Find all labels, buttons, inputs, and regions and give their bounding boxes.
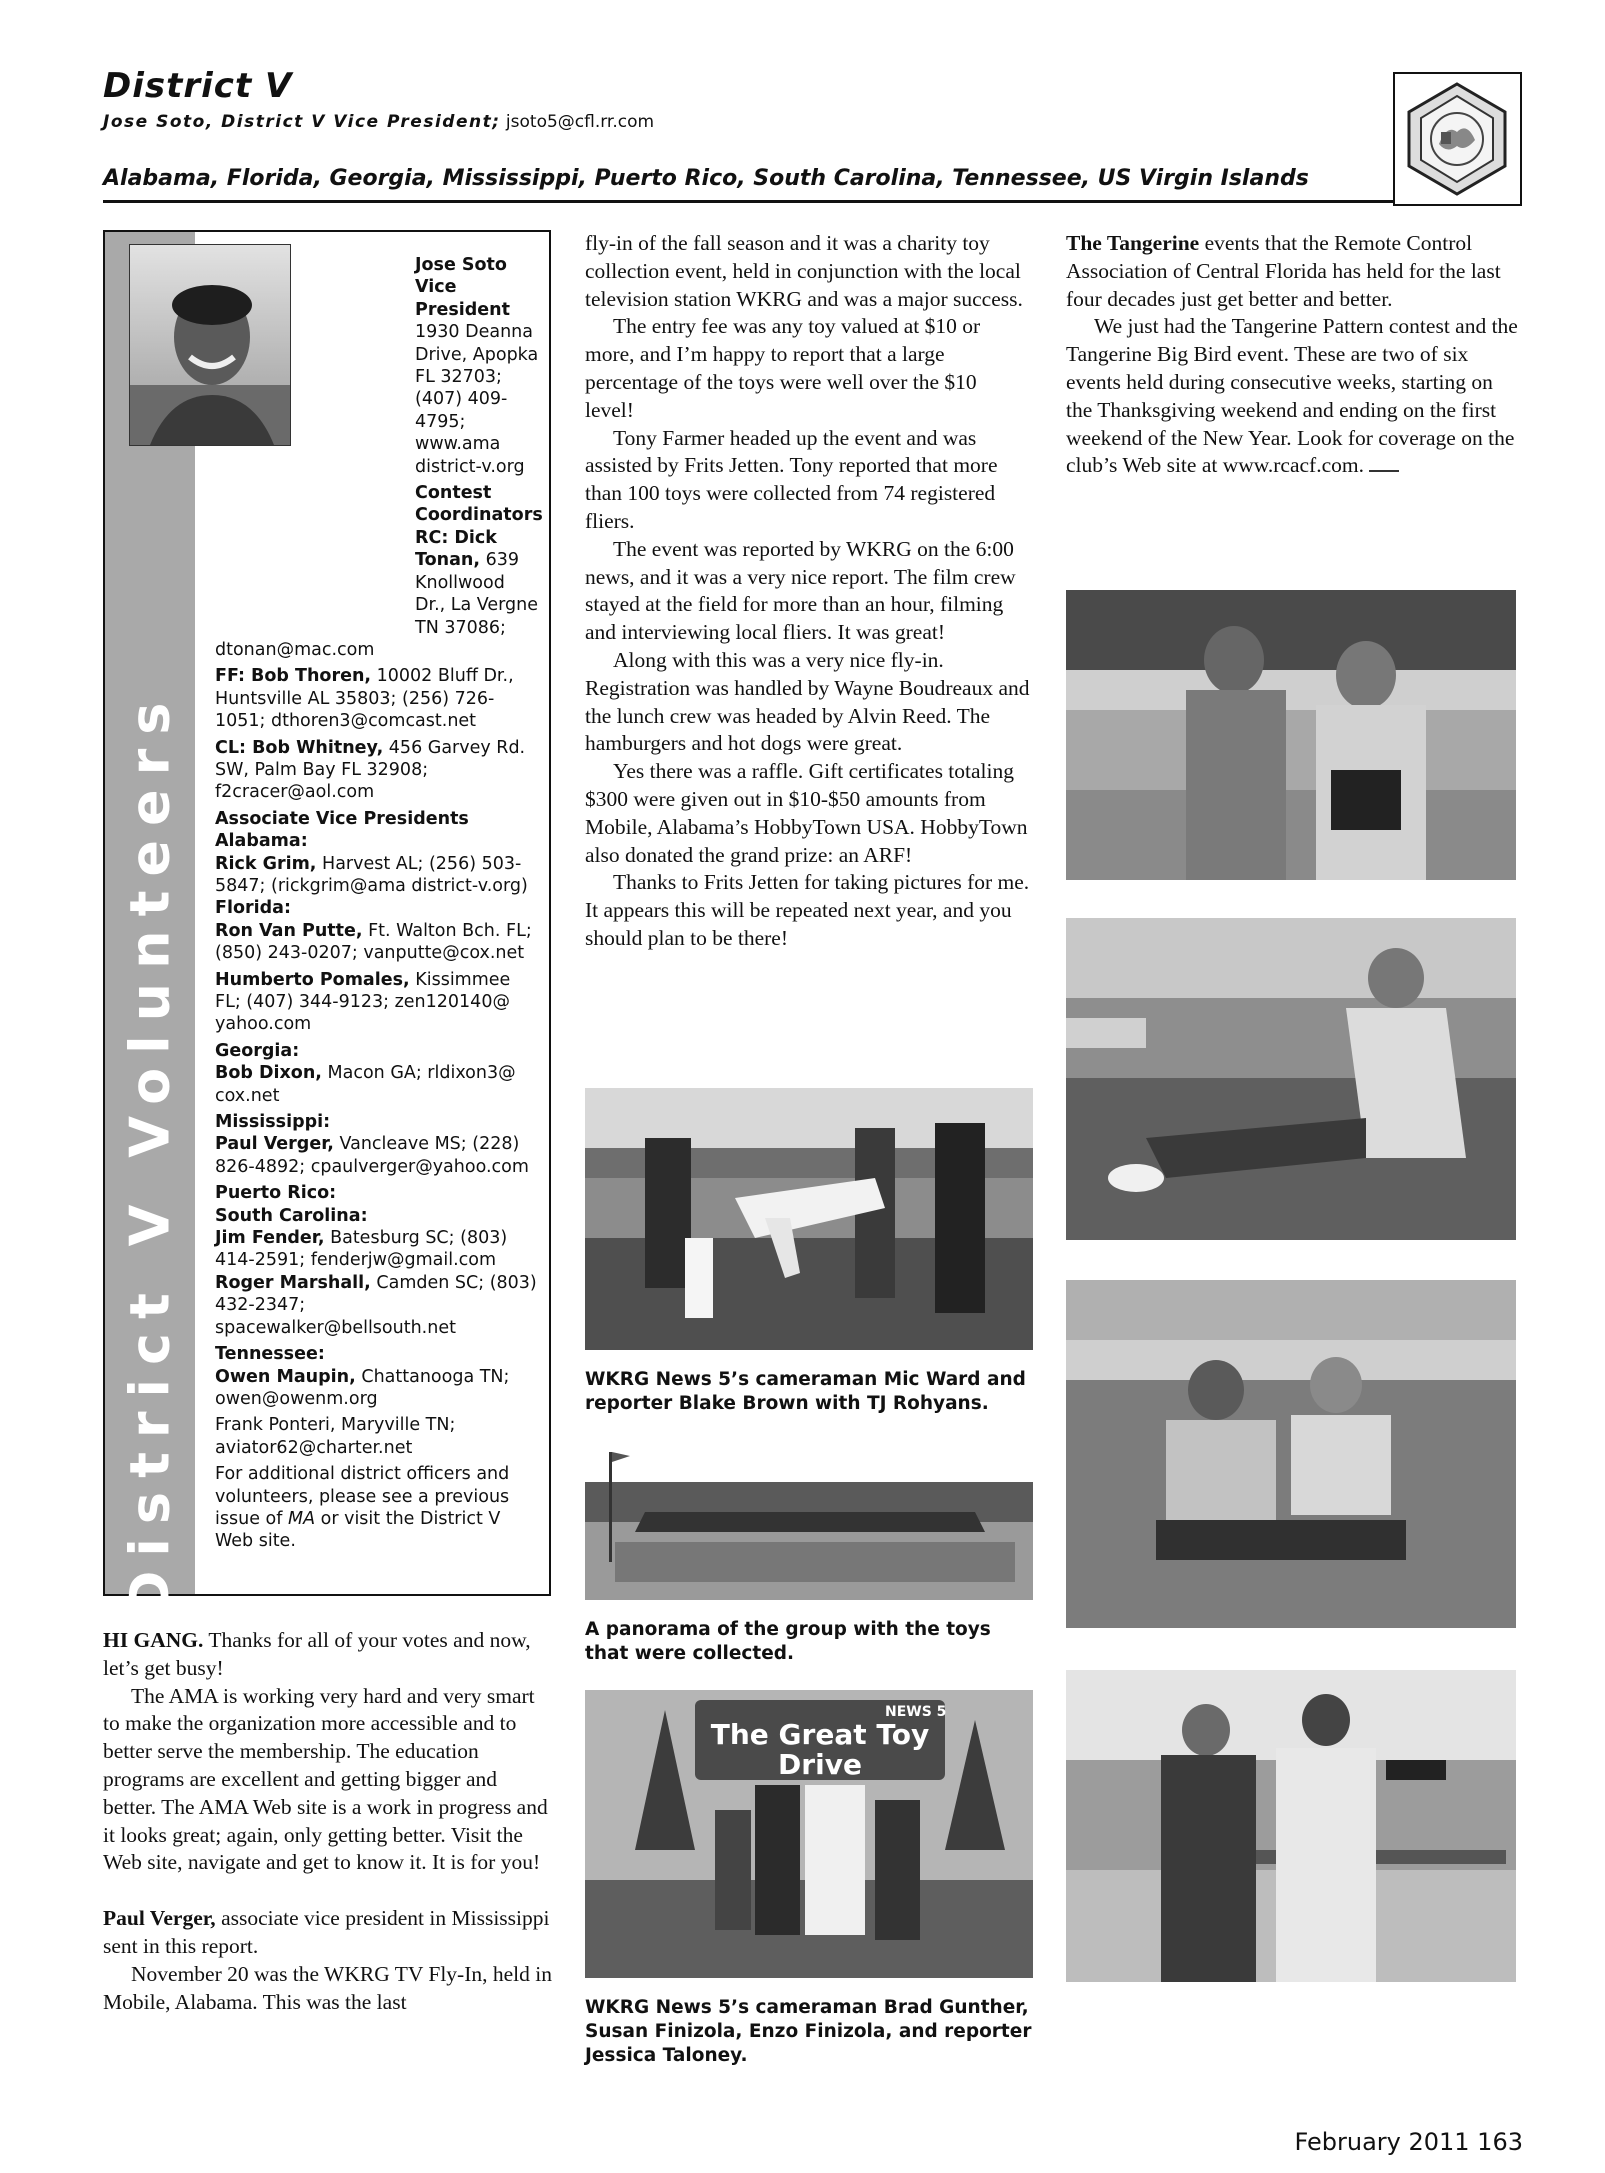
ms1-name: Paul Verger, (215, 1134, 334, 1155)
photo-toy-drive (585, 1690, 1033, 1978)
sc2-info: Camden SC; (803) 432-2347; spacewalker@bellsouth.net (215, 1272, 537, 1338)
rc-info-a: 639 Knollwood Dr., La Vergne TN 37086; (415, 550, 539, 638)
fl1-name: Ron Van Putte, (215, 920, 363, 941)
state-georgia: Georgia: (215, 1040, 300, 1061)
photo-field-interview (585, 1088, 1033, 1350)
col1-p3-body: associate vice president in Mississippi sent in this report. (103, 1906, 550, 1958)
rc-email: dtonan@mac.com (215, 639, 375, 660)
photo-two-seated-men (1066, 1280, 1516, 1628)
vp-label: Jose Soto, District V Vice President; (103, 112, 501, 132)
fl2-name: Humberto Pomales, (215, 969, 410, 990)
caption-panorama: A panorama of the group with the toys that were collected. (585, 1619, 991, 1664)
col3-p1 (1066, 230, 1521, 313)
al1-name: Rick Grim, (215, 853, 317, 874)
col3-p2 (1066, 313, 1521, 480)
fl2-contact (215, 969, 540, 1036)
col2-p7: Thanks to Frits Jetten for taking pictures for me. It appears this will be repeated next year, and you should plan to be there! (585, 870, 1030, 950)
sidebar-note (215, 1463, 540, 1553)
photo-seated-men-field (1066, 1280, 1516, 1628)
tn1-contact (215, 1366, 540, 1411)
state-alabama: Alabama: (215, 831, 308, 852)
note-ma: MA (287, 1508, 316, 1529)
state-south-carolina: South Carolina: (215, 1205, 368, 1226)
column-2-text (585, 230, 1030, 953)
state-puerto-rico: Puerto Rico: (215, 1183, 337, 1204)
sc1-contact (215, 1227, 540, 1272)
col2-p6: Yes there was a raffle. Gift certificates totaling $300 were given out in $10-$50 amounts from Mobile, Alabama’s HobbyTown USA. HobbyTown also donated the grand prize: an ARF! (585, 759, 1028, 867)
sidebar-band-label: District V Volunteers (118, 688, 182, 1616)
ga-contact (215, 1062, 540, 1107)
col3-p1-lead: The Tangerine (1066, 231, 1200, 255)
section-title: District V (103, 66, 293, 106)
photo-two-standing-men (1066, 1670, 1516, 1982)
state-tennessee: Tennessee: (215, 1344, 325, 1365)
ms-contact (215, 1133, 540, 1178)
col1-p1-lead: HI GANG. (103, 1628, 204, 1652)
vp-name: Jose Soto (415, 255, 507, 275)
col2-p2: The entry fee was any toy valued at $10 or more, and I’m happy to report that a large percentage of the toys were well over the $10 level! (585, 314, 981, 422)
header-rule (103, 200, 1393, 203)
column-3-text (1066, 230, 1521, 480)
col1-p4: November 20 was the WKRG TV Fly-In, held in Mobile, Alabama. This was the last (103, 1961, 552, 2014)
col1-p1-body: Thanks for all of your votes and now, let’s get busy! (103, 1628, 531, 1680)
fl1-info: Ft. Walton Bch. FL; (850) 243-0207; vanputte@cox.net (215, 920, 532, 964)
photo-camera-crew (585, 1088, 1033, 1350)
state-mississippi: Mississippi: (215, 1112, 331, 1133)
col2-p4: The event was reported by WKRG on the 6:00 news, and it was a very nice report. The film crew stayed at the field for more than an hour, filming and interviewing local fliers. It was great! (585, 536, 1016, 645)
sc2-contact (215, 1272, 540, 1339)
ama-logo-icon (1369, 460, 1399, 472)
vp-line (103, 112, 654, 132)
photo-group-panorama (585, 1442, 1033, 1600)
col1-p2: The AMA is working very hard and very smart to make the organization more accessible and to better serve the membership. The education programs are excellent and getting bigger and better. The AMA Web site is a work in progress and it looks great; again, only getting better. Visit the Web site, navigate and get to know it. It is for you! (103, 1683, 548, 1875)
photo-men-with-clipboards (1066, 1670, 1516, 1982)
ff-name: FF: Bob Thoren, (215, 666, 372, 687)
page-footer: February 2011 163 (1294, 2128, 1523, 2156)
col2-p1: fly-in of the fall season and it was a charity toy collection event, held in conjunction with the local television station WKRG and was a major success. (585, 231, 1023, 311)
photo-two-men-field (1066, 590, 1516, 880)
rc-name: RC: Dick Tonan, (415, 527, 497, 571)
col2-p5: Along with this was a very nice fly-in. Registration was handled by Wayne Boudreaux and the lunch crew was headed by Alvin Reed. The hamburgers and hot dogs were great. (585, 647, 1030, 756)
vp-email[interactable]: jsoto5@cfl.rr.com (505, 112, 655, 132)
column-1-text (103, 1627, 553, 2016)
caption-camera-crew: WKRG News 5’s cameraman Mic Ward and reporter Blake Brown with TJ Rohyans. (585, 1369, 1026, 1414)
col1-p3-lead: Paul Verger, (103, 1906, 216, 1931)
note-a: For additional district officers and volunteers, please see a previous issue of (215, 1464, 510, 1529)
rc-contact (415, 527, 540, 639)
fl2-info: Kissimmee FL; (407) 344-9123; zen120140@ yahoo.com (215, 969, 511, 1035)
ff-contact (215, 665, 540, 732)
al1-info: Harvest AL; (256) 503-5847; (rickgrim@ama district-v.org) (215, 853, 528, 896)
note-b: or visit the District V Web site. (215, 1508, 501, 1552)
col3-p2-body: We just had the Tangerine Pattern contest and the Tangerine Big Bird event. These are two of six events held during consecutive weeks, starting on the Thanksgiving weekend and ending on the first weekend of the New Year. Look for coverage on the club’s Web site at www.rcacf.com. (1066, 314, 1518, 478)
sc1-info: Batesburg SC; (803) 414-2591; fenderjw@gmail.com (215, 1228, 508, 1271)
col1-p1 (103, 1627, 553, 1683)
avp-heading: Associate Vice Presidents (215, 808, 469, 829)
photo-panorama (585, 1442, 1033, 1600)
sidebar-contacts (215, 254, 543, 1553)
volunteers-sidebar (103, 230, 551, 1616)
fl1-contact (215, 920, 540, 965)
cl-name: CL: Bob Whitney, (215, 737, 384, 758)
banner-logo: NEWS 5 (885, 1704, 947, 1720)
sc1-name: Jim Fender, (215, 1228, 325, 1249)
vp-title: Vice President (415, 277, 510, 320)
photo-two-men (1066, 590, 1516, 880)
cl-info: 456 Garvey Rd. SW, Palm Bay FL 32908; f2cracer@aol.com (215, 737, 526, 803)
tn2-contact: Frank Ponteri, Maryville TN; aviator62@charter.net (215, 1415, 456, 1458)
ms1-info: Vancleave MS; (228) 826-4892; cpaulverger@yahoo.com (215, 1134, 529, 1177)
al-contact (215, 853, 540, 898)
cl-contact (215, 737, 540, 804)
col2-p3: Tony Farmer headed up the event and was assisted by Frits Jetten. Tony reported that more than 100 toys were collected from 74 registered fliers. (585, 425, 998, 533)
col3-p1-body: events that the Remote Control Association of Central Florida has held for the last four decades just get better and better. (1066, 231, 1501, 311)
tn1-name: Owen Maupin, (215, 1366, 356, 1387)
ga1-info: Macon GA; rldixon3@ cox.net (215, 1063, 516, 1106)
district-logo (1393, 72, 1522, 206)
state-florida: Florida: (215, 898, 291, 919)
contest-heading: Contest Coordinators (415, 483, 543, 526)
vp-address: 1930 Deanna Drive, Apopka FL 32703; (407) 409-4795; www.ama district-v.org (415, 322, 539, 477)
ff-info: 10002 Bluff Dr., Huntsville AL 35803; (256) 726-1051; dthoren3@comcast.net (215, 666, 514, 732)
sc2-name: Roger Marshall, (215, 1272, 371, 1293)
states-line: Alabama, Florida, Georgia, Mississippi, Puerto Rico, South Carolina, Tennessee, US Virgin Islands (103, 166, 1309, 191)
tn1-info: Chattanooga TN; owen@owenm.org (215, 1366, 510, 1409)
caption-toy-drive: WKRG News 5’s cameraman Brad Gunther, Susan Finizola, Enzo Finizola, and reporter Jessica Taloney. (585, 1997, 1032, 2066)
photo-man-reclining (1066, 918, 1516, 1240)
col1-p3 (103, 1905, 553, 1961)
photo-man-in-chair (1066, 918, 1516, 1240)
banner-title: The Great Toy Drive (710, 1718, 930, 1781)
ga1-name: Bob Dixon, (215, 1063, 322, 1084)
district-seal-icon (1395, 74, 1520, 204)
